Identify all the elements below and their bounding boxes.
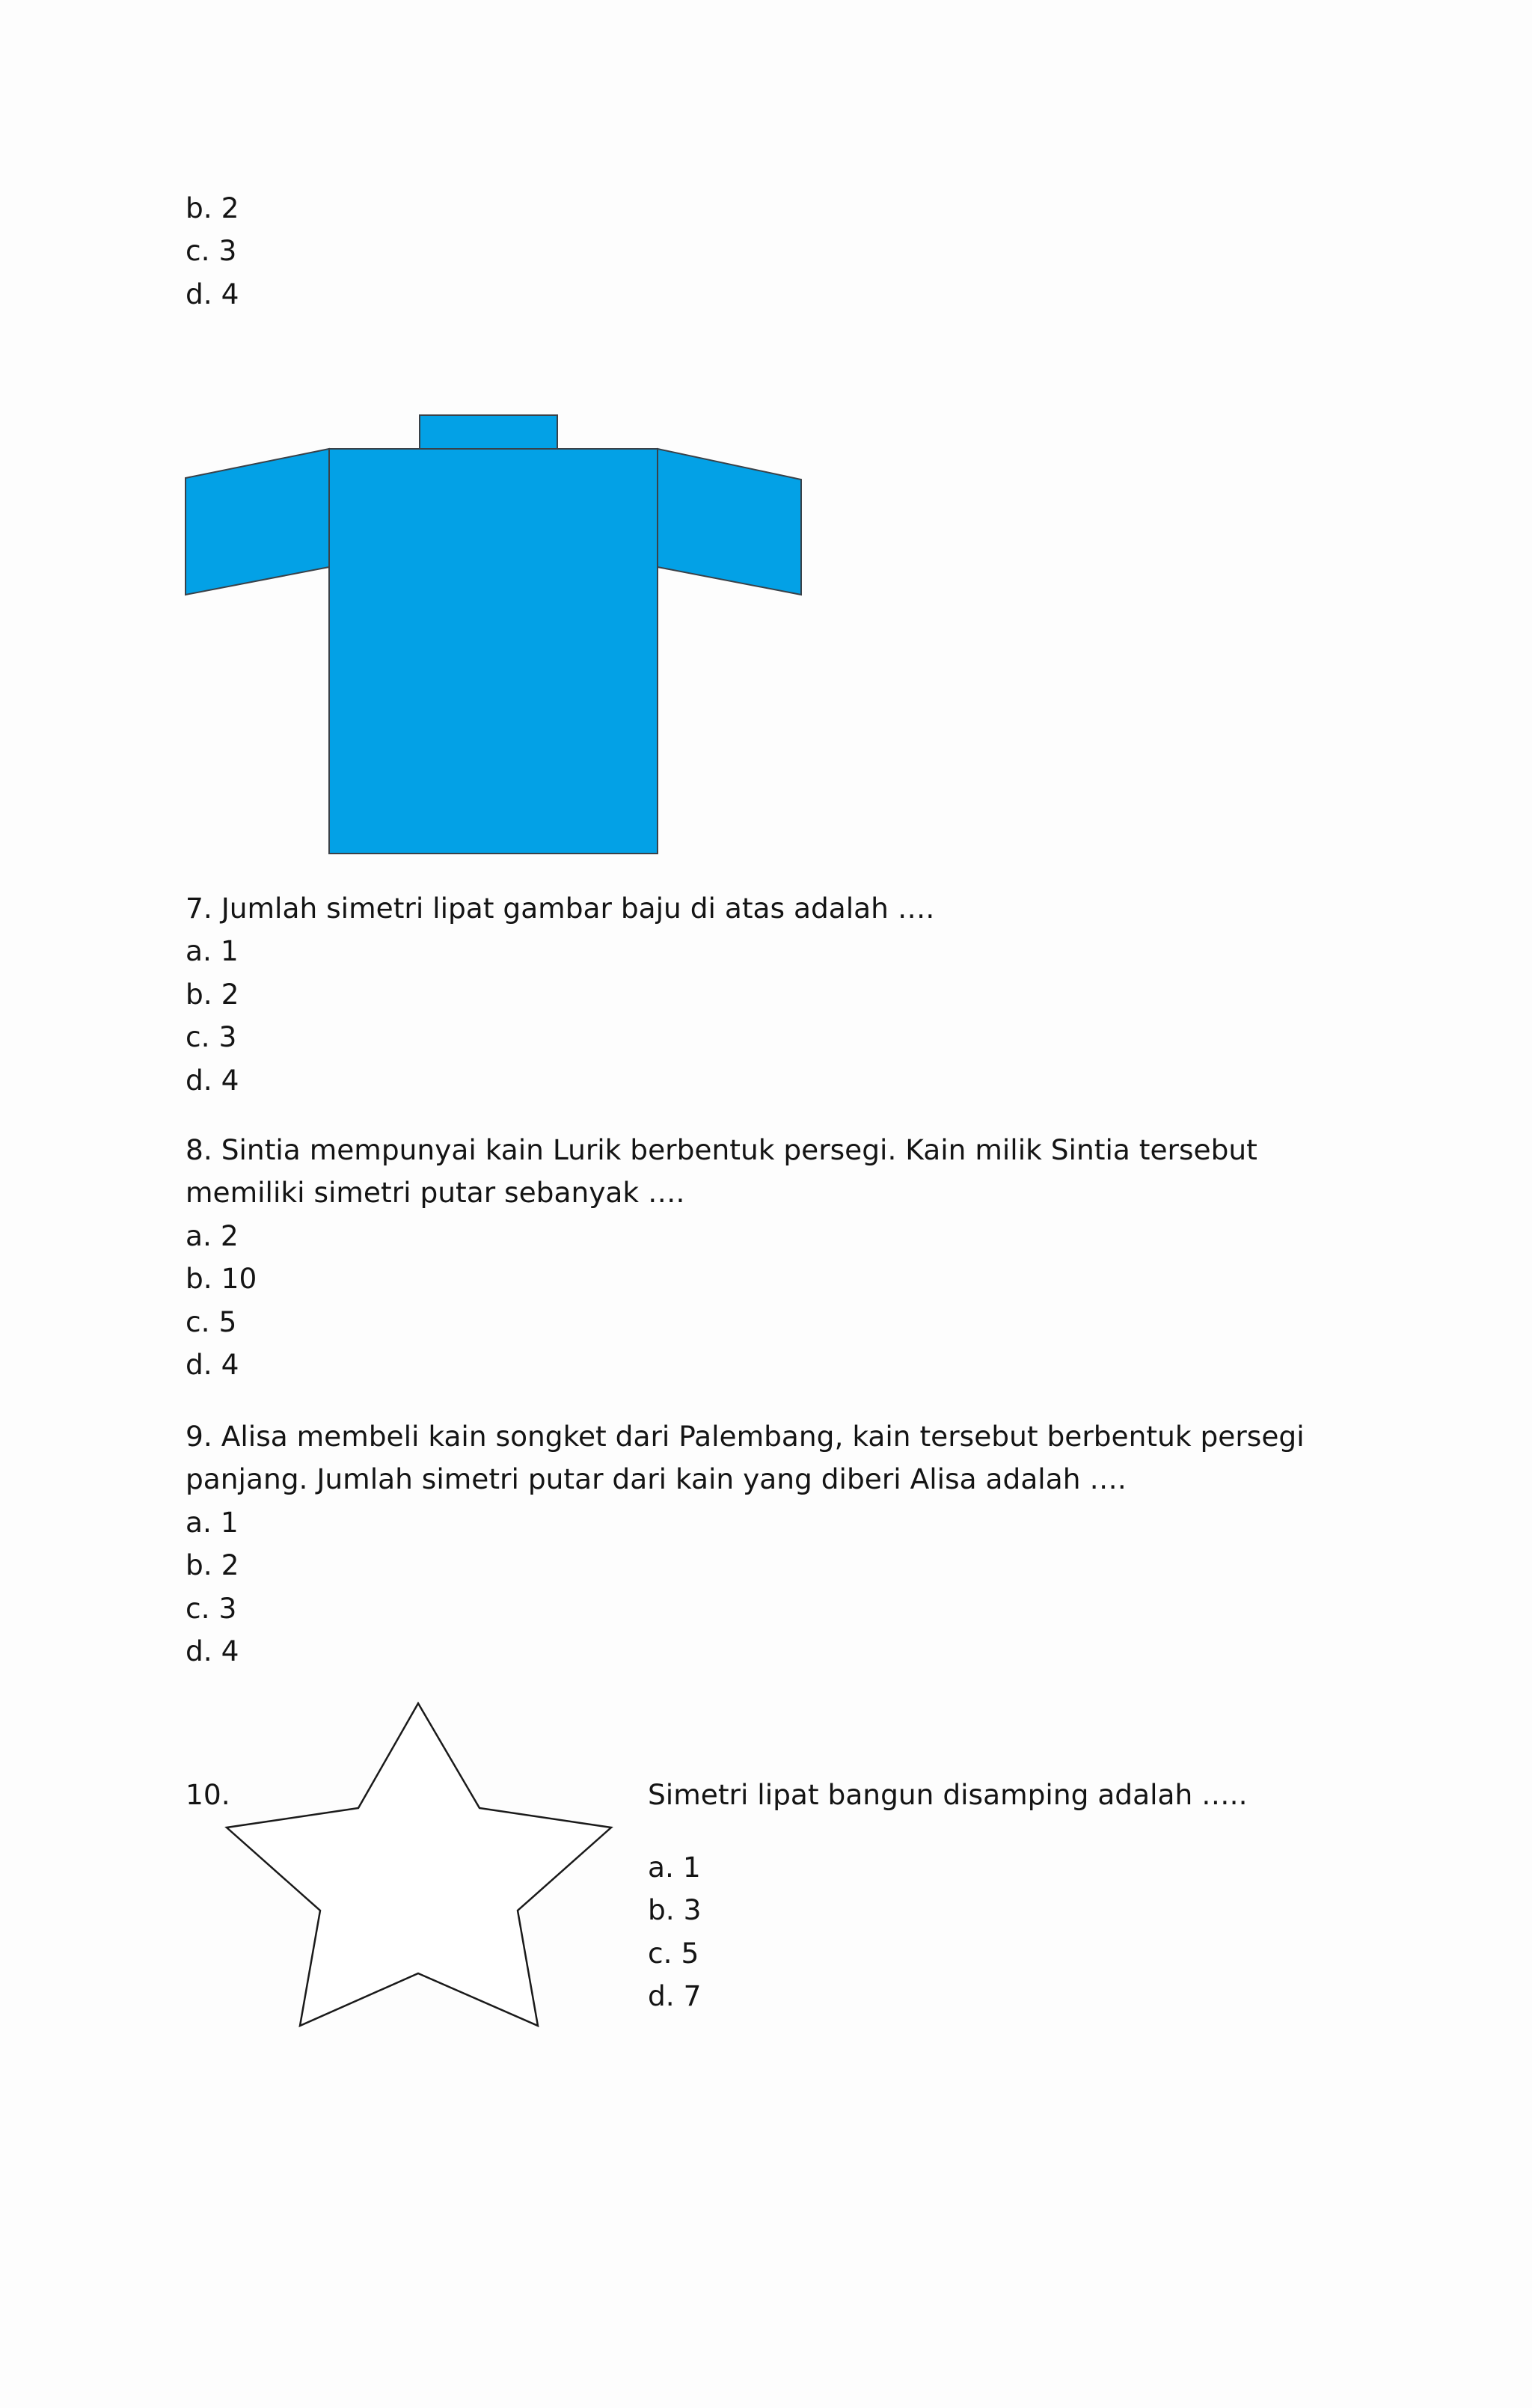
option-a: a. 1 [648, 1851, 701, 1884]
shirt-collar [420, 415, 557, 449]
question-10-text [648, 1774, 1248, 1816]
question-number: 10. [186, 1778, 230, 1811]
question-10-options [648, 1846, 702, 2018]
option-b: b. 3 [648, 1893, 702, 1927]
option-d: d. 7 [648, 1979, 702, 2013]
option-b: b. 2 [186, 1548, 239, 1582]
question-text: Simetri lipat bangun disamping adalah ….. [648, 1778, 1248, 1811]
question-text-line-1: 9. Alisa membeli kain songket dari Palembang, kain tersebut berbentuk persegi [186, 1420, 1305, 1453]
shirt-fill [186, 415, 801, 854]
option-a: a. 1 [186, 1505, 239, 1539]
question-9 [186, 1415, 1305, 1673]
option-a: a. 1 [186, 934, 239, 968]
option-b: b. 2 [186, 977, 239, 1011]
shirt-outline [186, 415, 801, 854]
option-d: d. 4 [186, 1347, 239, 1381]
star-figure [221, 1698, 616, 2032]
shirt-figure [180, 410, 808, 859]
question-text-line-2: panjang. Jumlah simetri putar dari kain yang diberi Alisa adalah …. [186, 1462, 1127, 1496]
continued-options [186, 187, 239, 316]
option-a: a. 2 [186, 1219, 239, 1252]
option-d: d. 4 [186, 277, 239, 310]
question-7 [186, 887, 934, 1102]
question-text-line-1: 8. Sintia mempunyai kain Lurik berbentuk persegi. Kain milik Sintia tersebut [186, 1133, 1257, 1166]
star-shape [227, 1703, 611, 2026]
option-c: c. 5 [648, 1936, 699, 1970]
star-outline [227, 1703, 611, 2026]
option-b: b. 10 [186, 1262, 257, 1296]
option-b: b. 2 [186, 192, 239, 224]
question-8 [186, 1129, 1257, 1386]
shirt-right-sleeve [658, 449, 801, 595]
option-d: d. 4 [186, 1634, 239, 1667]
option-c: c. 3 [186, 1591, 237, 1625]
shirt-body [329, 449, 658, 854]
shirt-left-sleeve [186, 449, 329, 595]
option-d: d. 4 [186, 1063, 239, 1097]
option-c: c. 3 [186, 1020, 237, 1054]
question-text: 7. Jumlah simetri lipat gambar baju di atas adalah …. [186, 892, 935, 925]
option-c: c. 3 [186, 234, 237, 268]
option-c: c. 5 [186, 1305, 237, 1338]
question-text-line-2: memiliki simetri putar sebanyak …. [186, 1176, 685, 1210]
